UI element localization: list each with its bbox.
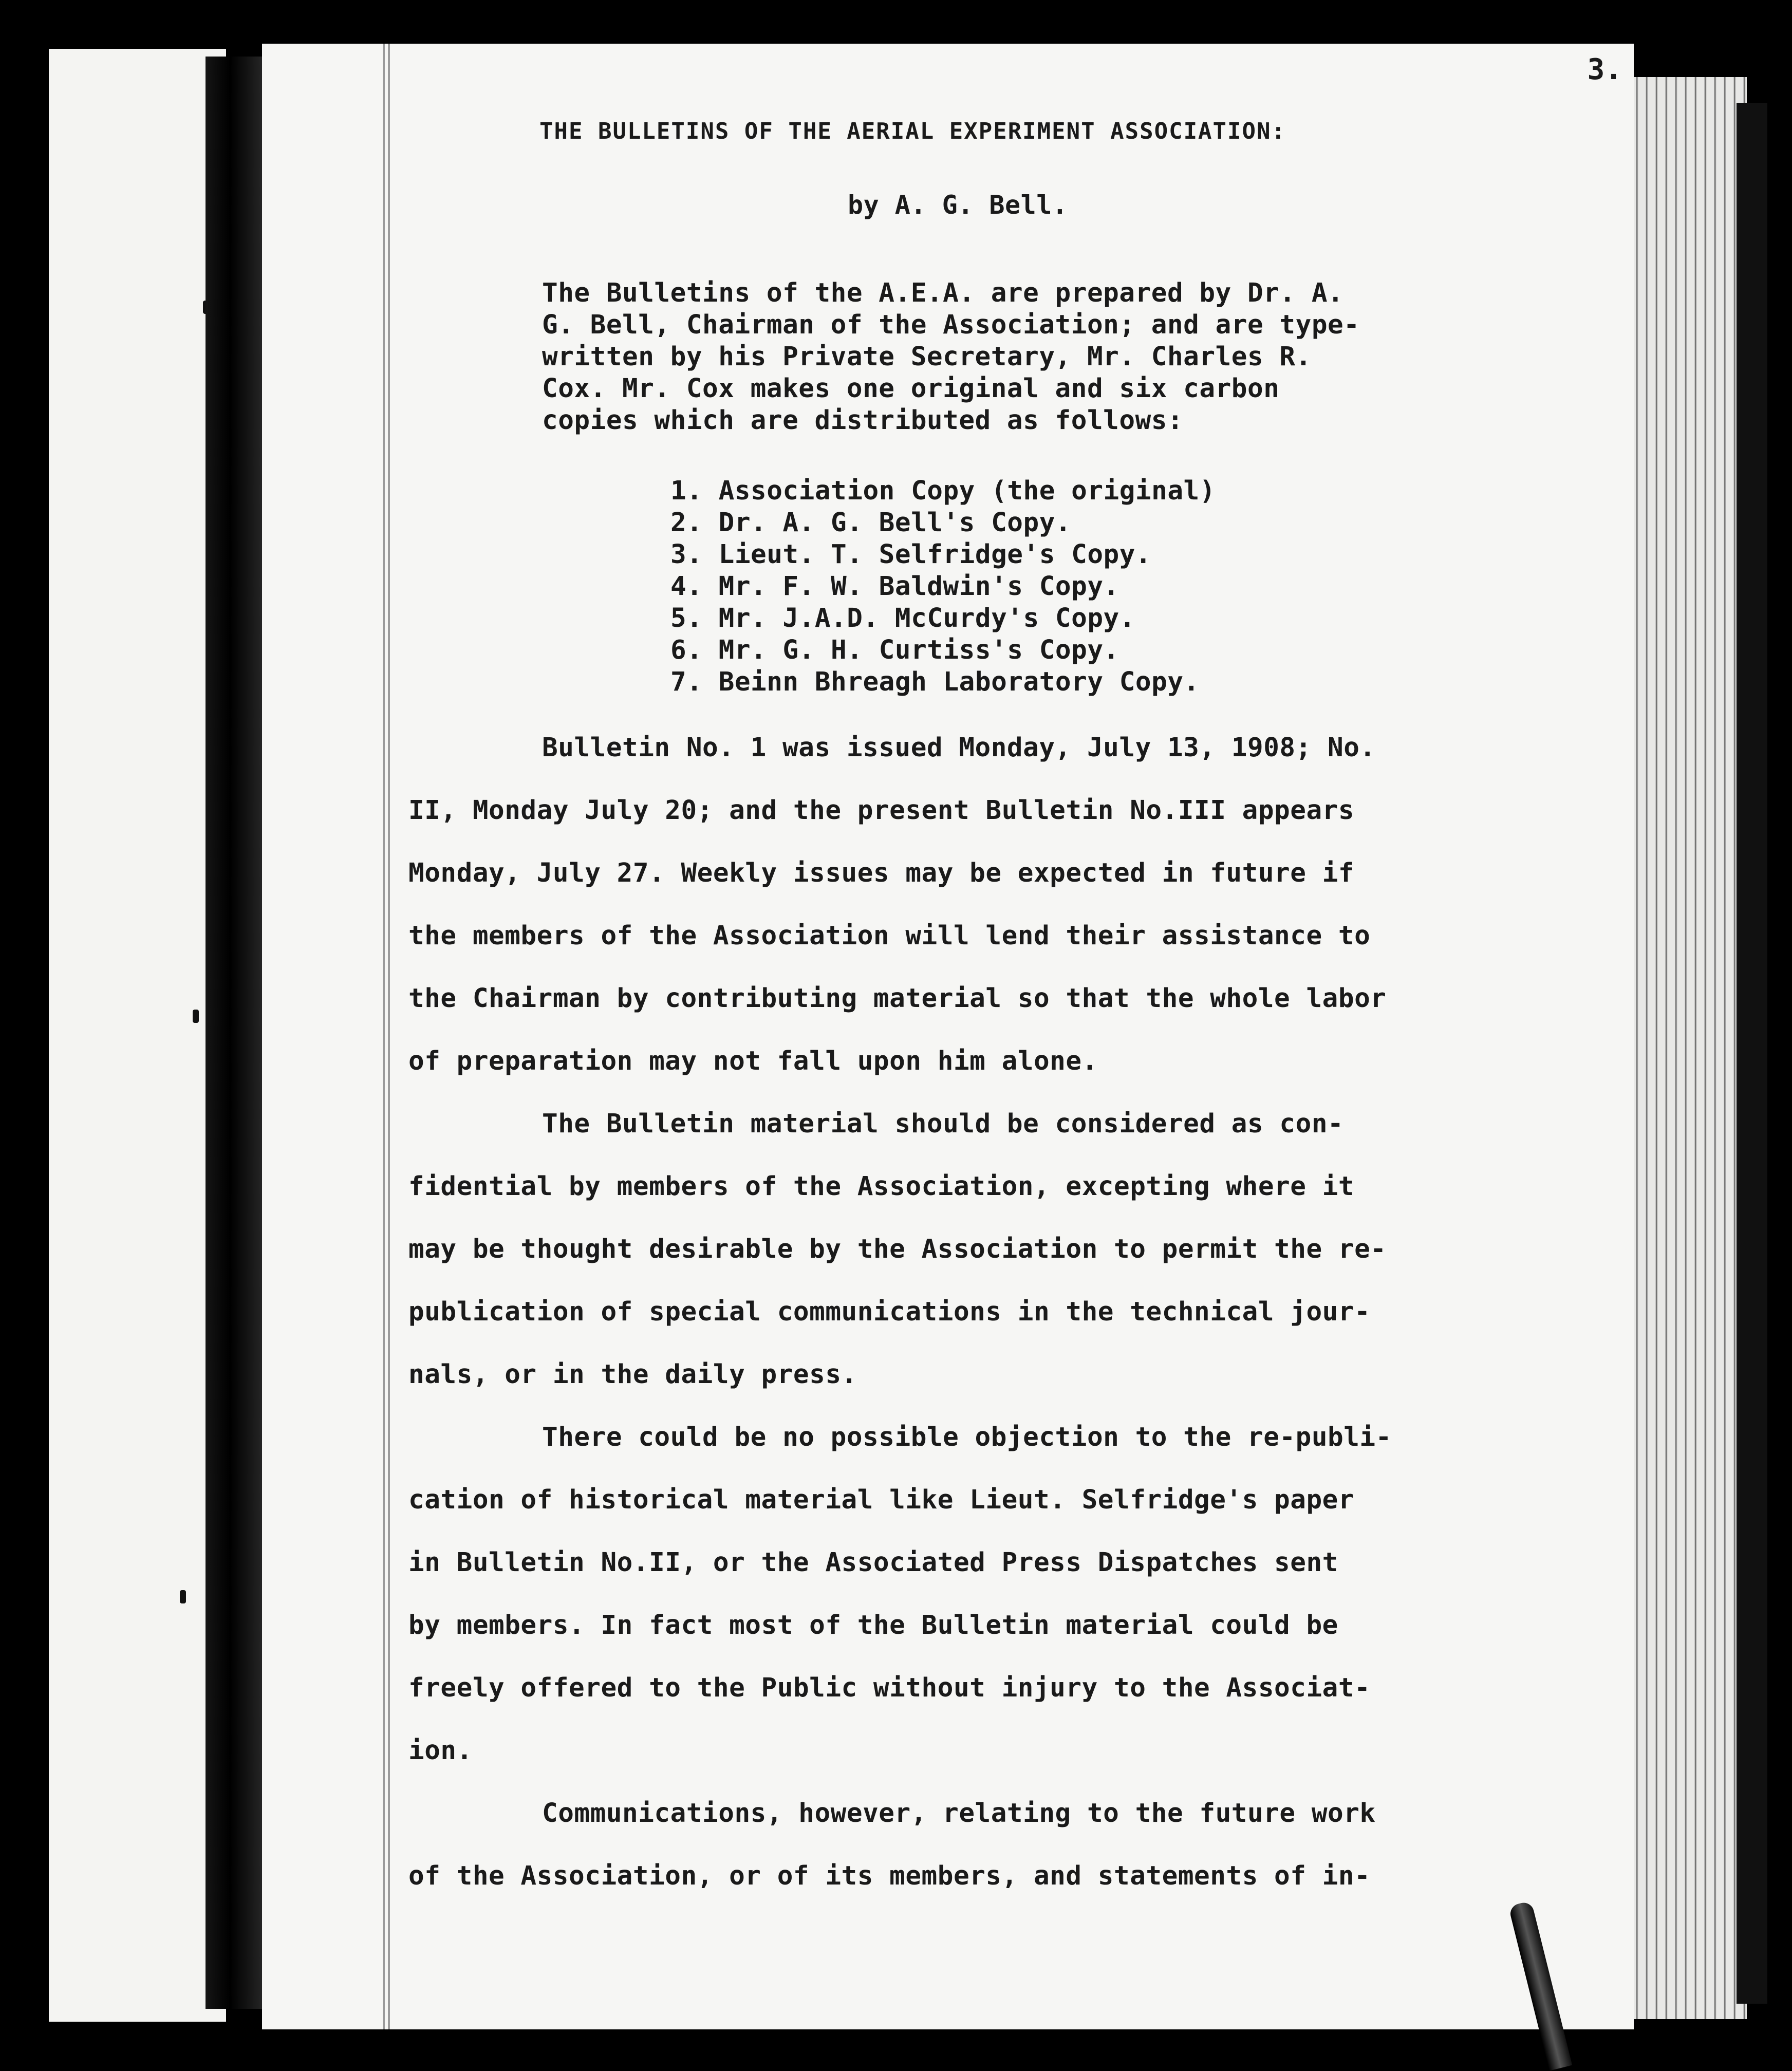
margin-mark (193, 1010, 199, 1023)
paragraph-line: the members of the Association will lend their assistance to (408, 921, 1371, 951)
paragraph-line: cation of historical material like Lieut. Selfridge's paper (408, 1485, 1355, 1515)
margin-mark (180, 1590, 186, 1603)
paragraph-line: Bulletin No. 1 was issued Monday, July 13, 1908; No. (542, 733, 1376, 763)
intro-line: written by his Private Secretary, Mr. Charles R. (542, 342, 1312, 372)
paragraph-line: ion. (408, 1736, 473, 1766)
intro-line: G. Bell, Chairman of the Association; and are type- (542, 310, 1360, 340)
paragraph-line: II, Monday July 20; and the present Bulletin No.III appears (408, 795, 1355, 826)
paragraph-line: nals, or in the daily press. (408, 1359, 857, 1390)
list-item: 3. Lieut. T. Selfridge's Copy. (670, 539, 1152, 570)
paragraph-line: Monday, July 27. Weekly issues may be expected in future if (408, 858, 1355, 888)
book-gutter (206, 57, 267, 2009)
page-text (262, 44, 1634, 2029)
paragraph-line: may be thought desirable by the Association to permit the re- (408, 1234, 1387, 1264)
list-item: 7. Beinn Bhreagh Laboratory Copy. (670, 667, 1200, 697)
page-stack-edges (1629, 77, 1747, 2019)
list-item: 4. Mr. F. W. Baldwin's Copy. (670, 571, 1119, 602)
paragraph-line: the Chairman by contributing material so that the whole labor (408, 983, 1387, 1014)
intro-line: Cox. Mr. Cox makes one original and six carbon (542, 374, 1280, 404)
list-item: 2. Dr. A. G. Bell's Copy. (670, 508, 1072, 538)
paragraph-line: There could be no possible objection to the re-publi- (542, 1422, 1392, 1452)
author-byline: by A. G. Bell. (848, 190, 1068, 220)
paragraph-line: by members. In fact most of the Bulletin material could be (408, 1610, 1338, 1640)
page-number: 3. (1587, 53, 1622, 86)
intro-line: The Bulletins of the A.E.A. are prepared by Dr. A. (542, 278, 1344, 308)
list-item: 5. Mr. J.A.D. McCurdy's Copy. (670, 603, 1135, 633)
document-title: THE BULLETINS OF THE AERIAL EXPERIMENT ASSOCIATION: (539, 118, 1286, 144)
list-item: 6. Mr. G. H. Curtiss's Copy. (670, 635, 1119, 665)
document-page (262, 44, 1634, 2029)
paragraph-line: freely offered to the Public without injury to the Associat- (408, 1673, 1371, 1703)
paragraph-line: of preparation may not fall upon him alone. (408, 1046, 1098, 1076)
paragraph-line: in Bulletin No.II, or the Associated Press Dispatches sent (408, 1547, 1338, 1578)
left-page-edge (49, 49, 226, 2022)
paragraph-line: The Bulletin material should be considered as con- (542, 1109, 1344, 1139)
intro-line: copies which are distributed as follows: (542, 405, 1184, 436)
paragraph-line: Communications, however, relating to the future work (542, 1798, 1376, 1829)
paragraph-line: fidential by members of the Association, excepting where it (408, 1171, 1355, 1202)
list-item: 1. Association Copy (the original) (670, 476, 1216, 506)
book-cover-edge (1737, 103, 1767, 2004)
paragraph-line: publication of special communications in the technical jour- (408, 1297, 1371, 1327)
paragraph-line: of the Association, or of its members, and statements of in- (408, 1861, 1371, 1891)
